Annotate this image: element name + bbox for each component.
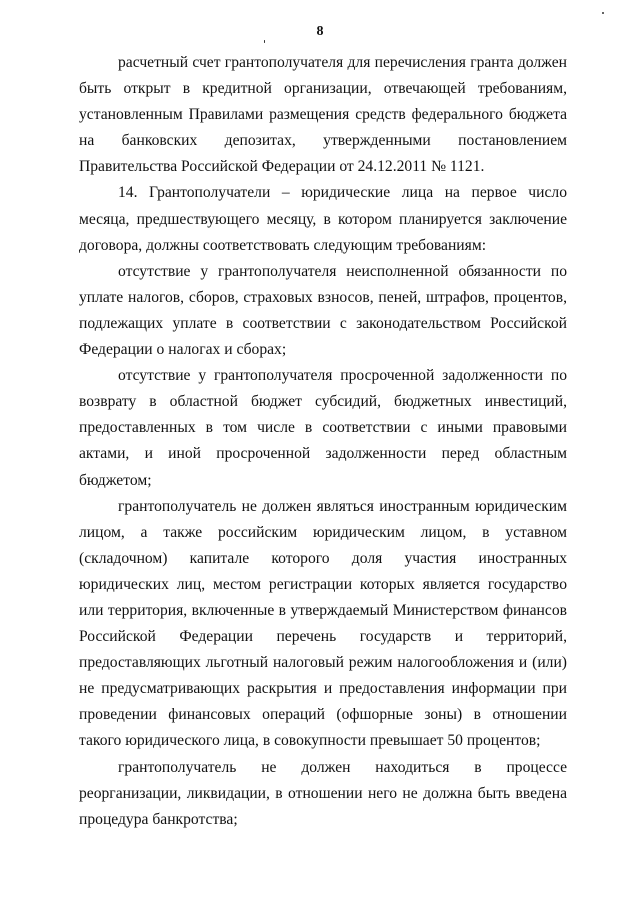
page-number: 8 <box>316 24 324 39</box>
paragraph-item-14: 14. Грантополучатели – юридические лица на первое число месяца, предшествующего месяцу, в котором планируется заключение договора, должны соответствовать следующим требованиям: <box>79 184 567 254</box>
paragraph-no-reorganization: грантополучатель не должен находиться в процессе реорганизации, ликвидации, в отношении него не должна быть введена процедура банкротства; <box>79 758 567 828</box>
paragraph-no-tax-debt: отсутствие у грантополучателя неисполненной обязанности по уплате налогов, сборов, страховых взносов, пеней, штрафов, процентов, подлежащих уплате в соответствии с законодательством Российской Федерации о налогах и сборах; <box>79 262 567 359</box>
document-body <box>79 50 567 833</box>
scan-speck <box>602 12 604 14</box>
paragraph-bank-account: расчетный счет грантополучателя для перечисления гранта должен быть открыт в кредитной организации, отвечающей требованиям, установленным Правилами размещения средств федерального бюджета на банковских депозитах, утвержденными постановлением Правительства Российской Федерации от 24.12.2011 № 1121. <box>79 54 567 176</box>
scan-speck <box>264 40 265 43</box>
paragraph-no-overdue-debt: отсутствие у грантополучателя просроченной задолженности по возврату в областной бюджет субсидий, бюджетных инвестиций, предоставленных в том числе в соответствии с иными правовыми актами, и иной просроченной задолженности перед областным бюджетом; <box>79 367 567 489</box>
paragraph-not-foreign-entity: грантополучатель не должен являться иностранным юридическим лицом, а также российским юридическим лицом, в уставном (складочном) капитале которого доля участия иностранных юридических лиц, местом регистрации которых является государство или территория, включенные в утверждаемый Министерством финансов Российской Федерации перечень государств и территорий, предоставляющих льготный налоговый режим налогообложения и (или) не предусматривающих раскрытия и предоставления информации при проведении финансовых операций (офшорные зоны) в отношении такого юридического лица, в совокупности превышает 50 процентов; <box>79 497 567 750</box>
